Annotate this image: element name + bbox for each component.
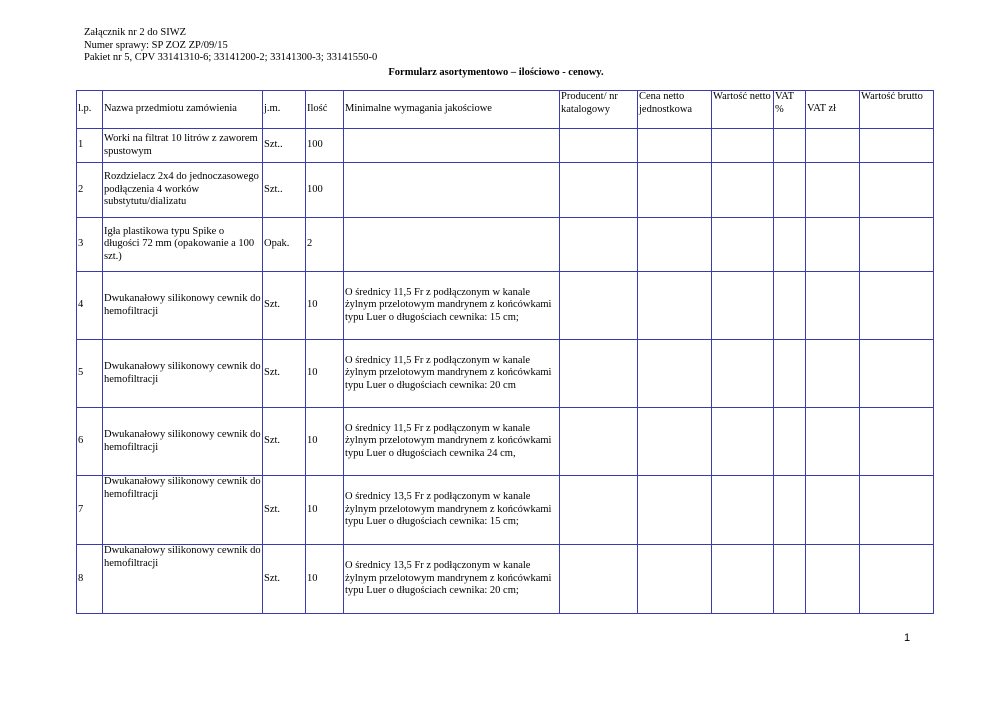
cell-unit: Szt. [263,408,306,476]
cell-unit-price[interactable] [638,340,712,408]
cell-vat-pct[interactable] [774,129,806,163]
cell-producer[interactable] [560,408,638,476]
cell-qty: 10 [306,545,344,614]
cell-requirements [344,129,560,163]
cell-vat-amount[interactable] [806,218,860,272]
table-row [77,129,934,163]
cell-unit: Szt. [263,272,306,340]
table-row [77,272,934,340]
cell-vat-amount[interactable] [806,545,860,614]
cell-net-value[interactable] [712,476,774,545]
cell-unit: Szt.. [263,163,306,218]
cell-vat-pct[interactable] [774,163,806,218]
cell-unit-price[interactable] [638,218,712,272]
page-number: 1 [904,632,911,644]
col-header-vat-pct: VAT % [774,91,806,129]
cell-net-value[interactable] [712,218,774,272]
cell-unit-price[interactable] [638,129,712,163]
cell-producer[interactable] [560,129,638,163]
cell-unit-price[interactable] [638,476,712,545]
cell-vat-amount[interactable] [806,340,860,408]
cell-vat-pct[interactable] [774,476,806,545]
cell-lp: 5 [77,340,103,408]
cell-requirements [344,163,560,218]
cell-requirements: O średnicy 11,5 Fr z podłączonym w kanale żylnym przelotowym mandrynem z końcówkami typu Luer o długościach cewnika: 15 cm; [344,272,560,340]
cell-requirements: O średnicy 11,5 Fr z podłączonym w kanale żylnym przelotowym mandrynem z końcówkami typu Luer o długościach cewnika: 20 cm [344,340,560,408]
cell-net-value[interactable] [712,340,774,408]
cell-requirements [344,218,560,272]
cell-name: Worki na filtrat 10 litrów z zaworem spustowym [103,129,263,163]
case-number: Numer sprawy: SP ZOZ ZP/09/15 [84,39,228,51]
cell-unit: Szt. [263,476,306,545]
cell-unit: Szt. [263,340,306,408]
cell-unit-price[interactable] [638,163,712,218]
cell-lp: 2 [77,163,103,218]
form-title: Formularz asortymentowo – ilościowo - cenowy. [388,67,604,78]
cell-vat-pct[interactable] [774,408,806,476]
cell-gross-value[interactable] [860,408,934,476]
col-header-qty: Ilość [306,91,344,129]
table-row [77,408,934,476]
cell-vat-pct[interactable] [774,218,806,272]
cell-name: Rozdzielacz 2x4 do jednoczasowego podłączenia 4 worków substytutu/dializatu [103,163,263,218]
table-row [77,545,934,614]
col-header-vat-amount: VAT zł [806,91,860,129]
col-header-unit-price: Cena netto jednostkowa [638,91,712,129]
cell-vat-pct[interactable] [774,340,806,408]
table-row [77,163,934,218]
cell-name: Igła plastikowa typu Spike o długości 72 mm (opakowanie a 100 szt.) [103,218,263,272]
cell-unit-price[interactable] [638,272,712,340]
assortment-table [76,90,934,614]
cell-net-value[interactable] [712,408,774,476]
cell-qty: 10 [306,408,344,476]
cell-net-value[interactable] [712,163,774,218]
attachment-label: Załącznik nr 2 do SIWZ [84,27,187,38]
cell-name: Dwukanałowy silikonowy cewnik do hemofiltracji [103,408,263,476]
cell-qty: 100 [306,163,344,218]
cell-vat-pct[interactable] [774,272,806,340]
cell-vat-amount[interactable] [806,476,860,545]
col-header-gross-value: Wartość brutto [860,91,934,129]
cell-lp: 8 [77,545,103,614]
col-header-net-value: Wartość netto [712,91,774,129]
cell-producer[interactable] [560,163,638,218]
cell-name: Dwukanałowy silikonowy cewnik do hemofiltracji [103,272,263,340]
cell-unit: Szt. [263,545,306,614]
cell-qty: 100 [306,129,344,163]
cell-qty: 10 [306,340,344,408]
cell-gross-value[interactable] [860,272,934,340]
col-header-name: Nazwa przedmiotu zamówienia [103,91,263,129]
cell-producer[interactable] [560,340,638,408]
cell-requirements: O średnicy 13,5 Fr z podłączonym w kanale żylnym przelotowym mandrynem z końcówkami typu Luer o długościach cewnika: 15 cm; [344,476,560,545]
col-header-requirements: Minimalne wymagania jakościowe [344,91,560,129]
cell-vat-amount[interactable] [806,272,860,340]
cell-lp: 4 [77,272,103,340]
cell-name: Dwukanałowy silikonowy cewnik do hemofiltracji [103,476,263,545]
cell-lp: 3 [77,218,103,272]
cell-unit: Szt.. [263,129,306,163]
cell-gross-value[interactable] [860,545,934,614]
cell-net-value[interactable] [712,272,774,340]
cell-gross-value[interactable] [860,218,934,272]
cell-name: Dwukanałowy silikonowy cewnik do hemofiltracji [103,545,263,614]
cell-vat-amount[interactable] [806,163,860,218]
col-header-unit: j.m. [263,91,306,129]
cell-requirements: O średnicy 11,5 Fr z podłączonym w kanale żylnym przelotowym mandrynem z końcówkami typu Luer o długościach cewnika 24 cm, [344,408,560,476]
cell-qty: 10 [306,272,344,340]
cell-gross-value[interactable] [860,476,934,545]
cell-net-value[interactable] [712,129,774,163]
table-header-row [77,91,934,129]
col-header-lp: l.p. [77,91,103,129]
cell-unit: Opak. [263,218,306,272]
cell-lp: 7 [77,476,103,545]
cell-gross-value[interactable] [860,129,934,163]
table-row [77,340,934,408]
cell-vat-amount[interactable] [806,129,860,163]
cell-unit-price[interactable] [638,408,712,476]
cell-qty: 10 [306,476,344,545]
col-header-producer: Producent/ nr katalogowy [560,91,638,129]
cell-qty: 2 [306,218,344,272]
cell-producer[interactable] [560,545,638,614]
cell-gross-value[interactable] [860,163,934,218]
cell-unit-price[interactable] [638,545,712,614]
cell-lp: 1 [77,129,103,163]
cell-producer[interactable] [560,218,638,272]
cell-lp: 6 [77,408,103,476]
cell-vat-amount[interactable] [806,408,860,476]
cell-producer[interactable] [560,272,638,340]
cell-producer[interactable] [560,476,638,545]
table-row [77,476,934,545]
cell-net-value[interactable] [712,545,774,614]
cell-gross-value[interactable] [860,340,934,408]
cell-vat-pct[interactable] [774,545,806,614]
package-cpv: Pakiet nr 5, CPV 33141310-6; 33141200-2; 33141300-3; 33141550-0 [84,52,378,63]
table-row [77,218,934,272]
cell-name: Dwukanałowy silikonowy cewnik do hemofiltracji [103,340,263,408]
cell-requirements: O średnicy 13,5 Fr z podłączonym w kanale żylnym przelotowym mandrynem z końcówkami typu Luer o długościach cewnika: 20 cm; [344,545,560,614]
document-header [84,27,377,65]
